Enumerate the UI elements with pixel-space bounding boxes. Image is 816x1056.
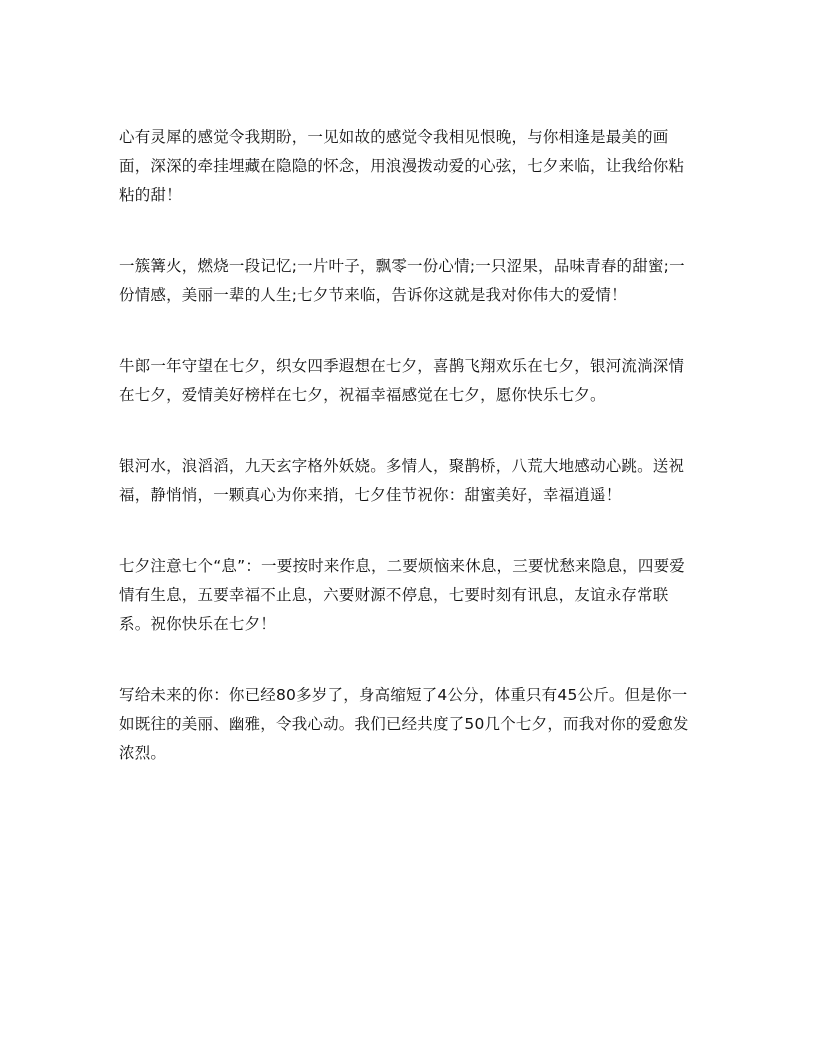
paragraph-6: 写给未来的你：你已经80多岁了，身高缩短了4公分，体重只有45公斤。但是你一如既往的美丽、幽雅，令我心动。我们已经共度了50几个七夕，而我对你的爱愈发浓烈。 <box>119 686 689 762</box>
document-body <box>119 123 699 768</box>
paragraph-3: 牛郎一年守望在七夕，织女四季遐想在七夕，喜鹊飞翔欢乐在七夕，银河流淌深情在七夕，爱情美好榜样在七夕，祝福幸福感觉在七夕，愿你快乐七夕。 <box>119 357 685 404</box>
paragraph-5: 七夕注意七个“息”：一要按时来作息，二要烦恼来休息，三要忧愁来隐息，四要爱情有生息，五要幸福不止息，六要财源不停息，七要时刻有讯息，友谊永存常联系。祝你快乐在七夕！ <box>119 557 685 633</box>
paragraph-1: 心有灵犀的感觉令我期盼，一见如故的感觉令我相见恨晚，与你相逢是最美的画面，深深的牵挂埋藏在隐隐的怀念，用浪漫拨动爱的心弦，七夕来临，让我给你粘粘的甜！ <box>119 128 685 204</box>
paragraph-2: 一簇篝火，燃烧一段记忆;一片叶子，飘零一份心情;一只涩果，品味青春的甜蜜;一份情感，美丽一辈的人生;七夕节来临，告诉你这就是我对你伟大的爱情！ <box>119 257 685 304</box>
paragraph-4: 银河水，浪滔滔，九天玄字格外妖娆。多情人，聚鹊桥，八荒大地感动心跳。送祝福，静悄悄，一颗真心为你来捎，七夕佳节祝你：甜蜜美好，幸福逍遥！ <box>119 457 685 504</box>
